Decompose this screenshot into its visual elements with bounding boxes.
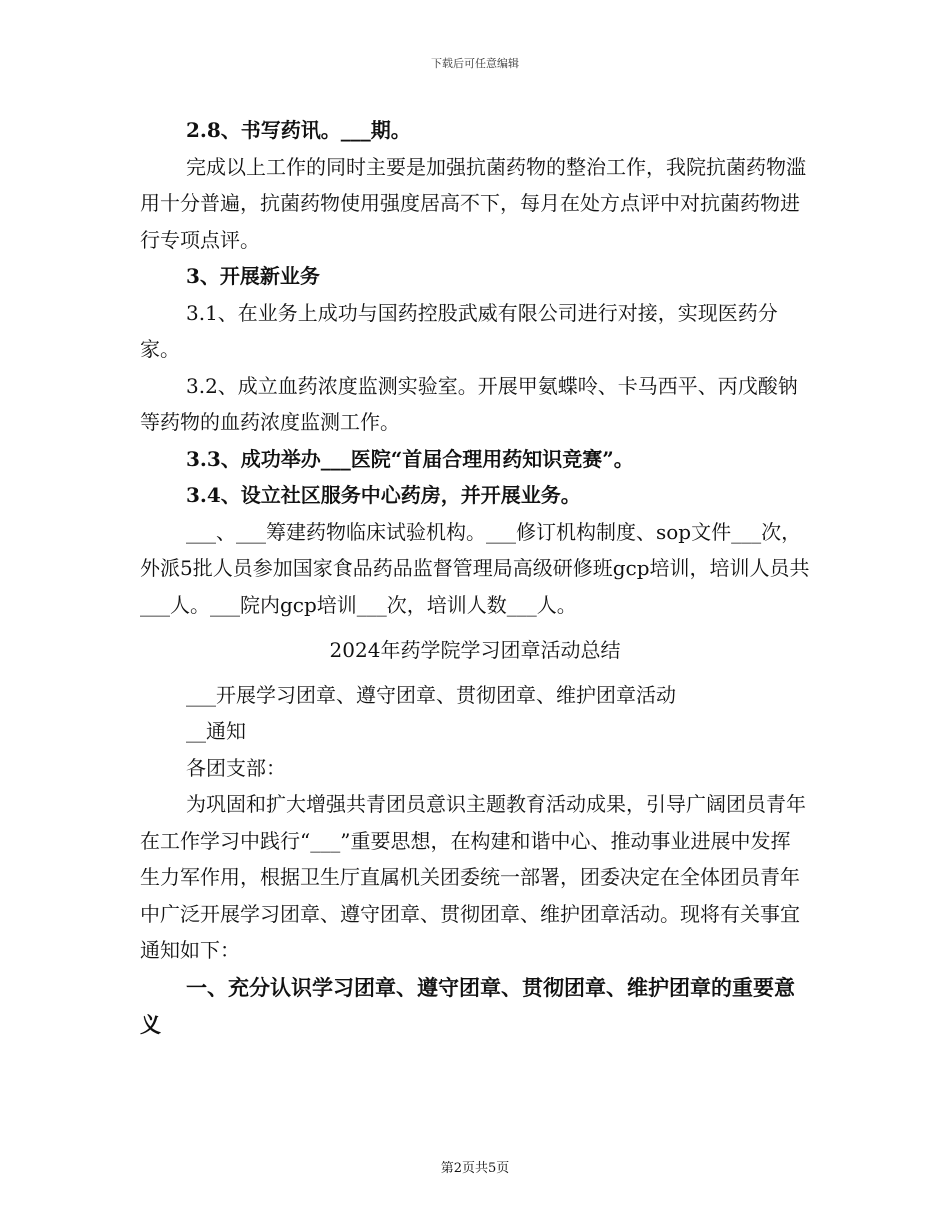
- section-3-1: 3.1、在业务上成功与国药控股武威有限公司进行对接，实现医药分家。: [140, 300, 778, 361]
- section-3-heading: 3、开展新业务: [186, 264, 320, 288]
- page-header-note: 下载后可任意编辑: [431, 57, 519, 70]
- section-one-heading: 一、充分认识学习团章、遵守团章、贯彻团章、维护团章的重要意义: [140, 974, 795, 1037]
- document-title: 2024年药学院学习团章活动总结: [329, 638, 621, 662]
- section-3-4: 3.4、设立社区服务中心药房，并开展业务。: [186, 483, 581, 507]
- section-3-2: 3.2、成立血药浓度监测实验室。开展甲氨蝶呤、卡马西平、丙戊酸钠等药物的血药浓度监测工作。: [140, 373, 798, 434]
- notice-subject: ___开展学习团章、遵守团章、贯彻团章、维护团章活动: [186, 682, 676, 707]
- paragraph-clinical-trial: ___、___筹建药物临床试验机构。___修订机构制度、sop文件___次，外派5批人员参加国家食品药品监督管理局高级研修班gcp培训，培训人员共___人。___院内gcp培训___次，培训人数___人。: [140, 519, 810, 617]
- section-3-3: 3.3、成功举办___医院“首届合理用药知识竞赛”。: [186, 446, 634, 471]
- salutation: 各团支部：: [186, 755, 286, 780]
- page-footer: 第2页共5页: [440, 1161, 510, 1176]
- notice-label: __通知: [186, 719, 246, 743]
- paragraph-antibiotics: 完成以上工作的同时主要是加强抗菌药物的整治工作，我院抗菌药物滥用十分普遍，抗菌药物使用强度居高不下，每月在处方点评中对抗菌药物进行专项点评。: [140, 154, 806, 252]
- document-body: [140, 112, 810, 1043]
- paragraph-notice-body: 为巩固和扩大增强共青团员意识主题教育活动成果，引导广阔团员青年在工作学习中践行“___”重要思想，在构建和谐中心、推动事业进展中发挥生力军作用，根据卫生厅直属机关团委统一部署，团委决定在全体团员青年中广泛开展学习团章、遵守团章、贯彻团章、维护团章活动。现将有关事宜通知如下：: [140, 792, 806, 962]
- section-2-8: 2.8、书写药讯。___期。: [186, 118, 411, 142]
